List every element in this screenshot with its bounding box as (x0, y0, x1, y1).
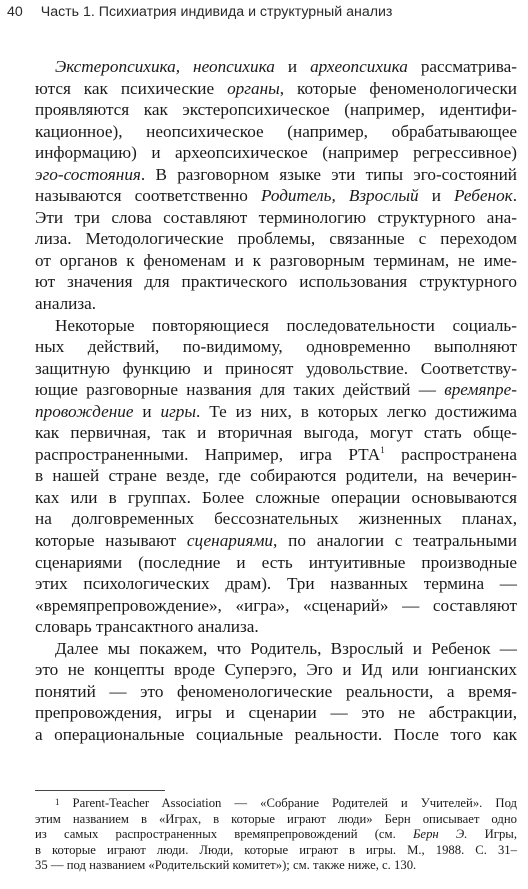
text-run: защитную функцию и приносят удовольствие. Соответству- (35, 358, 517, 378)
text-line (35, 681, 517, 703)
text-run: как первичная, так и вторичная выгода, могут стать обще- (35, 423, 517, 443)
text-run: которые называют (35, 531, 187, 551)
footnote-marker: 1 (380, 444, 385, 455)
text-line (35, 659, 517, 681)
text-line (35, 271, 517, 293)
text-run: в нашей стране везде, где собираются родители, на вечерин- (35, 466, 517, 486)
text-line (35, 250, 517, 272)
italic-term: Берн Э. (412, 827, 468, 842)
text-run: на долговременных бессознательных жизненных планах, (35, 509, 517, 529)
italic-term: провождение (35, 401, 134, 421)
text-run: . Те из них, в которых легко достижима (196, 401, 517, 421)
running-header (7, 4, 518, 20)
text-run: этих психологических драм). Три названных термина — (35, 574, 517, 594)
text-line (35, 595, 517, 617)
text-run: кационное), неопсихическое (например, обрабатывающее (35, 121, 517, 141)
text-run: . В разговорном языке эти типы эго-состояний (140, 164, 517, 184)
text-line (35, 552, 517, 574)
italic-term: эго-состояния (35, 164, 141, 184)
text-line (35, 164, 517, 186)
text-run: распространенными. Например, игра РТА (35, 444, 381, 464)
text-run: понятий — это феноменологические реальности, а время- (35, 681, 517, 701)
text-run: лиза. Методологические проблемы, связанные с переходом (35, 229, 517, 249)
text-line (35, 228, 517, 250)
text-line (35, 573, 517, 595)
text-run: ющие разговорные названия для таких действий — (35, 380, 445, 400)
italic-term: Экстеропсихика, неопсихика (55, 57, 275, 76)
text-line (35, 724, 517, 746)
text-line (35, 207, 517, 229)
italic-term: Родитель, Взрослый (260, 186, 419, 206)
page-number: 40 (7, 4, 23, 20)
text-line (35, 487, 517, 509)
text-run: а операциональные социальные реальности. После того как (35, 724, 517, 744)
text-run: Эти три слова составляют терминологию структурного ана- (35, 207, 517, 227)
text-run: «времяпрепровождение», «игра», «сценарий» — составляют (35, 595, 517, 615)
text-run: этим названием в «Играх, в которые играют люди» Берн описывает одно (35, 811, 517, 826)
text-run: Игры, (467, 827, 517, 842)
text-run: проявляются как экстеропсихическое (например, идентифи- (35, 100, 517, 120)
text-run: называются соответственно (35, 186, 261, 206)
text-run: распространена (384, 444, 518, 464)
footnote-line (35, 796, 517, 812)
italic-term: органы (227, 78, 280, 98)
text-run: и (133, 401, 161, 421)
paragraph (35, 315, 517, 638)
text-run: Parent-Teacher Association — «Собрание Родителей и Учителей». Под (59, 796, 517, 810)
text-run: это не концепты вроде Суперэго, Эго и Ид или юнгианских (35, 660, 517, 680)
text-line (35, 121, 517, 143)
footnote-line (35, 858, 517, 874)
text-line (35, 293, 517, 315)
text-run: ют значения для практического использования структурного (35, 272, 517, 292)
text-line (35, 465, 517, 487)
text-line (35, 508, 517, 530)
text-run: из самых распространенных времяпрепровождений (см. (35, 827, 413, 842)
text-run: ются как психические (35, 78, 228, 98)
text-line (35, 638, 517, 660)
italic-term: времяпре- (444, 380, 517, 400)
text-line (35, 142, 517, 164)
text-run: и (418, 186, 454, 206)
text-run: ках или в группах. Более сложные операции основываются (35, 487, 517, 507)
text-run: и (274, 57, 311, 76)
text-run: словарь трансактного анализа. (35, 617, 259, 637)
running-title: Часть 1. Психиатрия индивида и структурный анализ (40, 4, 393, 20)
text-run: 35 — под названием «Родительский комитет»); см. также ниже, с. 130. (35, 858, 417, 873)
text-line (35, 336, 517, 358)
text-run: , которые феноменологически (279, 78, 517, 98)
footnote-line (35, 843, 517, 859)
footnote-line (35, 827, 517, 843)
text-line (35, 315, 517, 337)
text-run: , по аналогии с театральными (273, 531, 517, 551)
paragraph (35, 638, 517, 746)
italic-term: Ребенок (453, 186, 513, 206)
text-line (35, 185, 517, 207)
text-line (35, 702, 517, 724)
footnote-line (35, 812, 517, 828)
text-run: Некоторые повторяющиеся последовательности социаль- (55, 315, 517, 335)
footnote-divider (35, 790, 165, 791)
text-line (35, 422, 517, 444)
footnote (35, 796, 517, 874)
text-run: в которые играют люди. Люди, которые играют в игры. М., 1988. С. 31– (35, 842, 517, 857)
text-run: рассматрива- (407, 57, 517, 76)
italic-term: сценариями (186, 531, 274, 551)
text-line (35, 530, 517, 552)
text-run: информацию) и археопсихическое (например регрессивное) (35, 143, 517, 163)
text-run: сценариями (последние и есть интуитивные производные (35, 552, 517, 572)
text-line (35, 99, 517, 121)
text-run: от органов к феноменам и к разговорным терминам, не име- (35, 250, 517, 270)
text-line (35, 358, 517, 380)
text-line (35, 401, 517, 423)
body-text (35, 56, 517, 746)
text-run: препровождения, игры и сценарии — это не абстракции, (35, 703, 517, 723)
text-run: анализа. (35, 294, 97, 314)
italic-term: игры (160, 401, 197, 421)
text-run: ных действий, по-видимому, одновременно выполняют (35, 337, 517, 357)
text-run: . (512, 186, 517, 206)
paragraph (35, 56, 517, 315)
italic-term: археопсихика (310, 57, 408, 76)
text-line (35, 56, 517, 78)
text-line (35, 616, 517, 638)
text-line (35, 379, 517, 401)
text-run: Далее мы покажем, что Родитель, Взрослый и Ребенок — (55, 638, 517, 658)
text-line (35, 78, 517, 100)
footnote-marker: 1 (55, 797, 60, 807)
text-line (35, 444, 517, 466)
